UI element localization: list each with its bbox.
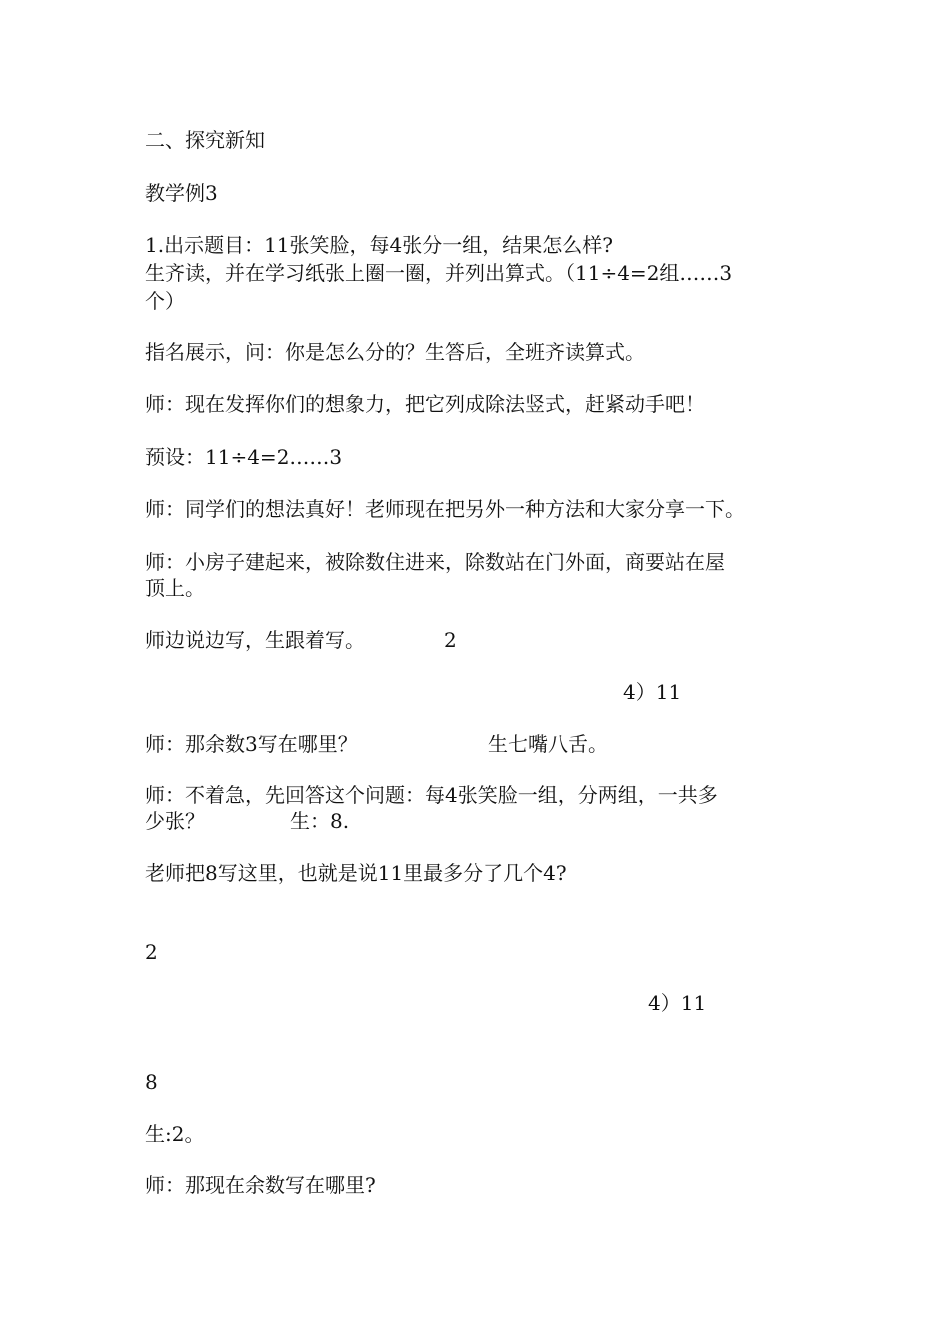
paragraph-house-line-2: 顶上。 (145, 576, 205, 600)
section-title: 二、探究新知 (145, 128, 265, 152)
paragraph-house-line-1: 师：小房子建起来，被除数住进来，除数站在门外面，商要站在屋 (145, 550, 725, 574)
paragraph-write-along: 师边说边写，生跟着写。 (145, 628, 365, 652)
paragraph-preset: 预设：11÷4=2……3 (145, 445, 343, 469)
problem-line-3: 个） (145, 289, 185, 313)
division-1-quotient: 2 (444, 628, 457, 652)
division-2-expression: 4）11 (648, 991, 707, 1015)
paragraph-teacher-writes-8: 老师把8写这里，也就是说11里最多分了几个4? (145, 861, 567, 885)
paragraph-students-chatter: 生七嘴八舌。 (488, 732, 608, 756)
division-2-product: 8 (145, 1070, 158, 1094)
paragraph-calm-line-1: 师：不着急，先回答这个问题：每4张笑脸一组，分两组，一共多 (145, 783, 718, 807)
paragraph-calm-line-2b: 生：8. (290, 809, 350, 833)
problem-line-2: 生齐读，并在学习纸张上圈一圈，并列出算式。（11÷4=2组……3 (145, 261, 733, 285)
paragraph-student-answer: 生:2。 (145, 1122, 205, 1146)
paragraph-calm-line-2a: 少张？ (145, 809, 205, 833)
problem-line-1: 1.出示题目：11张笑脸，每4张分一组，结果怎么样? (145, 233, 613, 257)
division-2-quotient: 2 (145, 940, 158, 964)
example-heading: 教学例3 (145, 181, 218, 205)
paragraph-remainder-where: 师：那现在余数写在哪里? (145, 1173, 376, 1197)
division-1-expression: 4）11 (623, 680, 682, 704)
paragraph-show-method: 指名展示，问：你是怎么分的？生答后，全班齐读算式。 (145, 340, 645, 364)
paragraph-remainder-question: 师：那余数3写在哪里？ (145, 732, 358, 756)
paragraph-teacher-share: 师：同学们的想法真好！老师现在把另外一种方法和大家分享一下。 (145, 497, 745, 521)
paragraph-teacher-imagine: 师：现在发挥你们的想象力，把它列成除法竖式，赶紧动手吧！ (145, 392, 705, 416)
